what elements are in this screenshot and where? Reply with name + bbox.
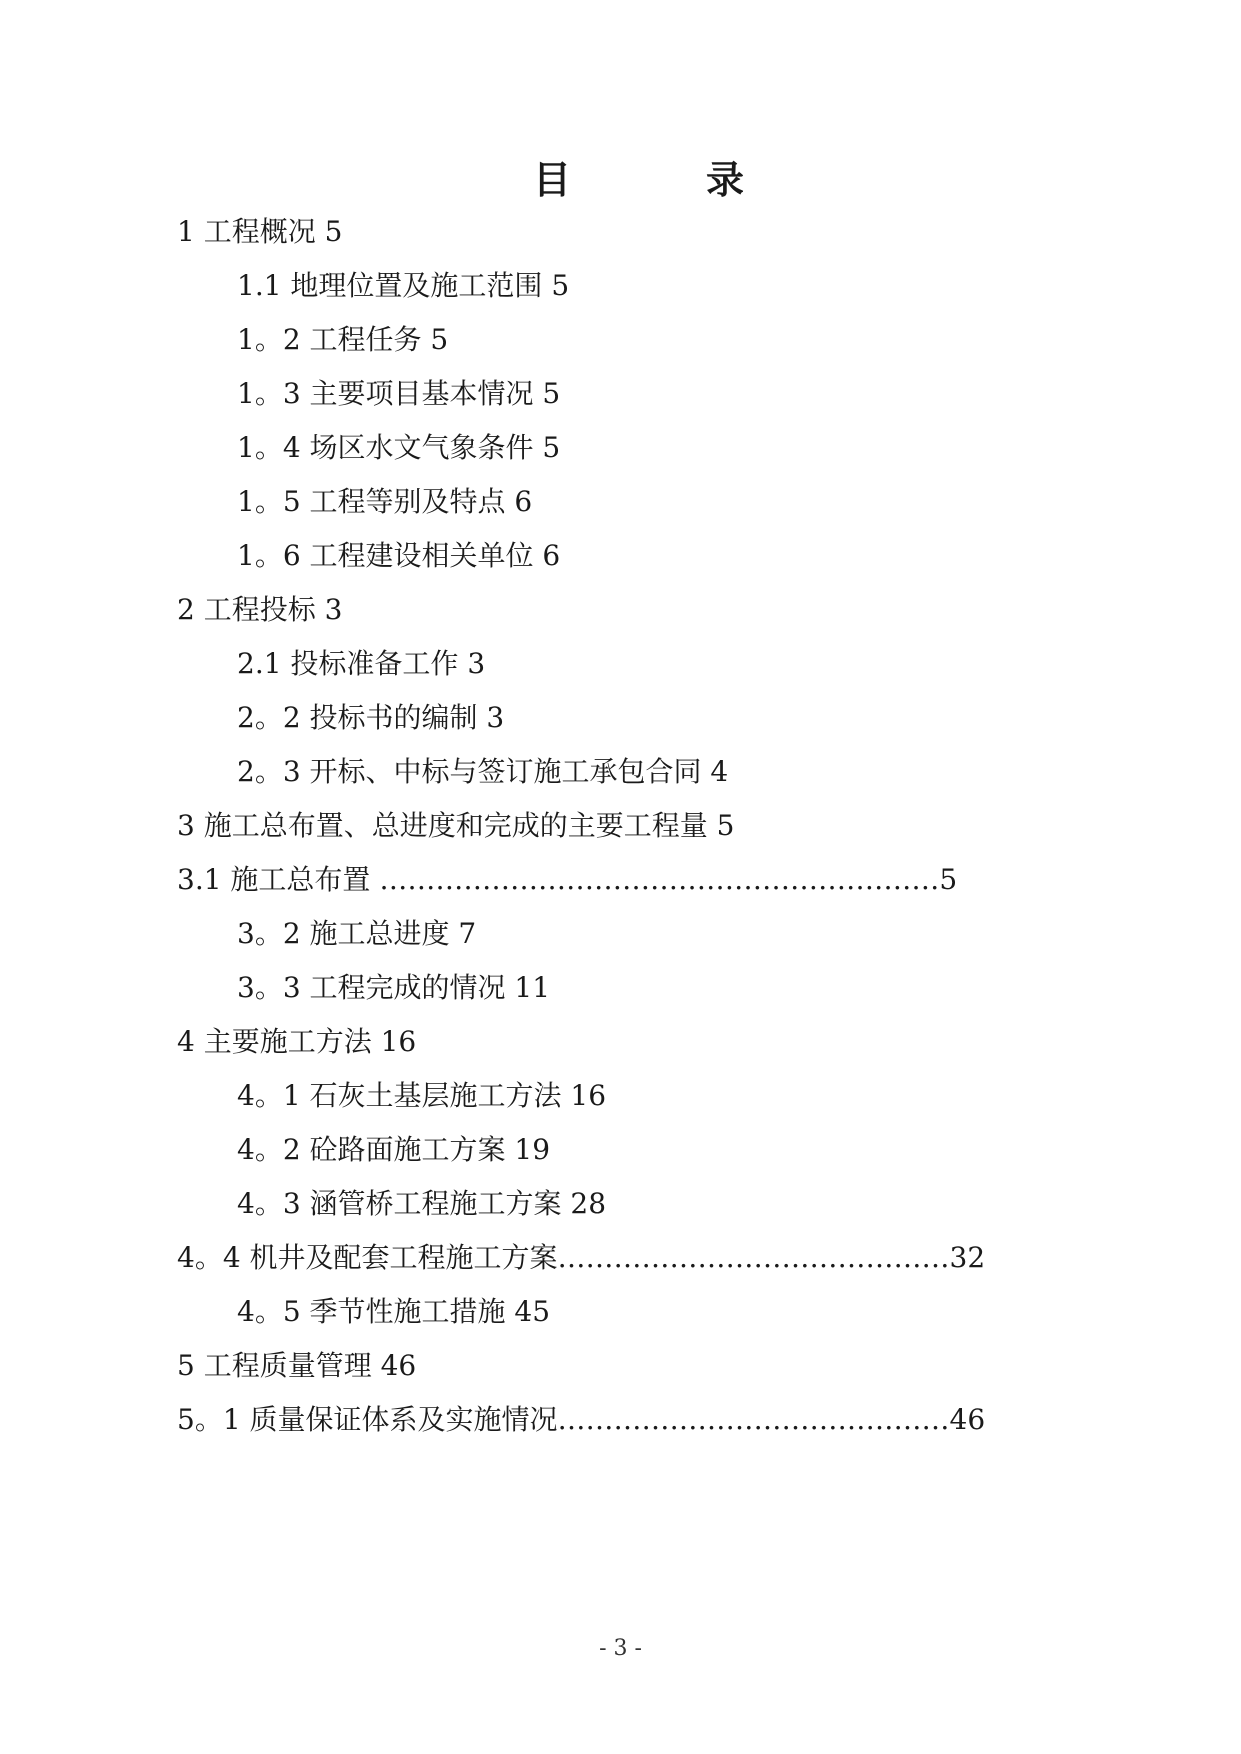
toc-entry-1-5[interactable]: 1。5 工程等别及特点 6 — [237, 485, 533, 518]
toc-entry-4-2[interactable]: 4。2 砼路面施工方案 19 — [237, 1133, 551, 1166]
toc-entry-2-3[interactable]: 2。3 开标、中标与签订施工承包合同 4 — [237, 755, 729, 788]
toc-entry-1-4[interactable]: 1。4 场区水文气象条件 5 — [237, 431, 561, 464]
toc-title-char-2: 录 — [706, 157, 745, 202]
toc-entry-1-1[interactable]: 1.1 地理位置及施工范围 5 — [237, 269, 570, 302]
toc-entry-3[interactable]: 3 施工总布置、总进度和完成的主要工程量 5 — [177, 809, 735, 842]
toc-entry-1[interactable]: 1 工程概况 5 — [177, 215, 343, 248]
page-number: - 3 - — [599, 1636, 642, 1661]
toc-entry-2-1[interactable]: 2.1 投标准备工作 3 — [237, 647, 486, 680]
toc-entry-4-1[interactable]: 4。1 石灰土基层施工方法 16 — [237, 1079, 607, 1112]
toc-entry-3-3[interactable]: 3。3 工程完成的情况 11 — [237, 971, 551, 1004]
toc-entry-1-3[interactable]: 1。3 主要项目基本情况 5 — [237, 377, 561, 410]
toc-entry-2-2[interactable]: 2。2 投标书的编制 3 — [237, 701, 505, 734]
toc-title-char-1: 目 — [533, 157, 572, 202]
toc-entry-3-1[interactable]: 3.1 施工总布置 ……………………………………………………5 — [177, 863, 958, 896]
toc-entry-2[interactable]: 2 工程投标 3 — [177, 593, 343, 626]
toc-entry-4-3[interactable]: 4。3 涵管桥工程施工方案 28 — [237, 1187, 607, 1220]
toc-entry-4[interactable]: 4 主要施工方法 16 — [177, 1025, 417, 1058]
toc-entry-1-2[interactable]: 1。2 工程任务 5 — [237, 323, 449, 356]
toc-entry-1-6[interactable]: 1。6 工程建设相关单位 6 — [237, 539, 561, 572]
toc-entry-5-1[interactable]: 5。1 质量保证体系及实施情况……………………………………46 — [177, 1403, 986, 1436]
toc-entry-4-5[interactable]: 4。5 季节性施工措施 45 — [237, 1295, 551, 1328]
toc-entry-5[interactable]: 5 工程质量管理 46 — [177, 1349, 417, 1382]
toc-entry-3-2[interactable]: 3。2 施工总进度 7 — [237, 917, 477, 950]
toc-entry-4-4[interactable]: 4。4 机井及配套工程施工方案……………………………………32 — [177, 1241, 986, 1274]
